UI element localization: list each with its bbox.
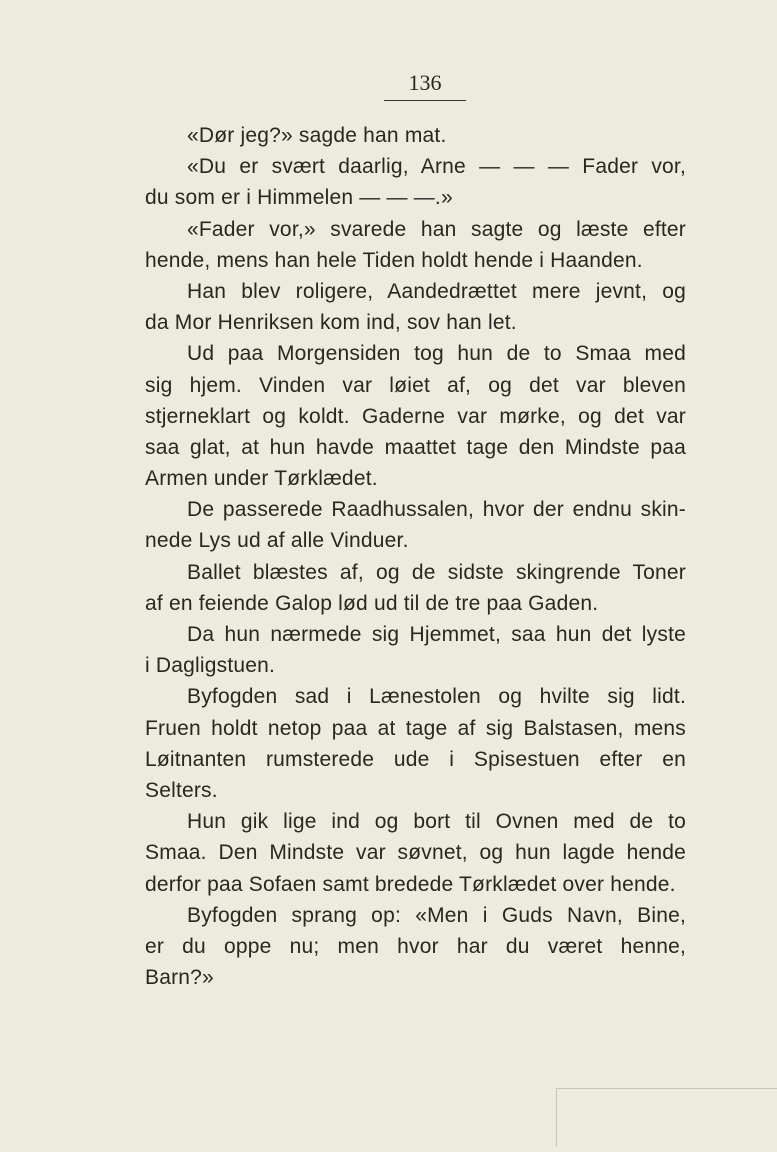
text-line: Hun gik lige ind og bort til Ovnen med de to (187, 810, 686, 834)
text-line: stjerneklart og koldt. Gaderne var mørke, og det var (145, 404, 686, 428)
text-line: saa glat, at hun havde maattet tage den Mindste paa (145, 435, 686, 459)
text-line: nede Lys ud af alle Vinduer. (145, 529, 409, 553)
body-text (145, 120, 686, 993)
text-line: du som er i Himmelen — — —.» (145, 186, 453, 210)
text-line: Ballet blæstes af, og de sidste skingrende Toner (187, 560, 686, 584)
text-line: Selters. (145, 778, 218, 802)
text-line: i Dagligstuen. (145, 654, 276, 678)
text-line: Ud paa Morgensiden tog hun de to Smaa med (187, 342, 686, 366)
text-line: Da hun nærmede sig Hjemmet, saa hun det lyste (187, 623, 686, 646)
text-line: Barn?» (145, 966, 214, 990)
text-line: Fruen holdt netop paa at tage af sig Balstasen, mens (145, 716, 686, 740)
text-line: «Du er svært daarlig, Arne — — — Fader vor, (187, 155, 686, 179)
text-line: Smaa. Den Mindste var søvnet, og hun lagde hende (145, 841, 686, 865)
text-line: «Dør jeg?» sagde han mat. (187, 124, 447, 147)
text-line: af en feiende Galop lød ud til de tre paa Gaden. (145, 591, 599, 615)
text-line: Armen under Tørklædet. (145, 467, 378, 491)
text-line: Byfogden sprang op: «Men i Guds Navn, Bine, (187, 903, 686, 927)
text-line: Byfogden sad i Lænestolen og hvilte sig lidt. (187, 685, 686, 709)
text-line: «Fader vor,» svarede han sagte og læste efter (187, 217, 686, 241)
text-line: hende, mens han hele Tiden holdt hende i Haanden. (145, 248, 643, 272)
page-number: 136 (384, 70, 466, 101)
text-line: Løitnanten rumsterede ude i Spisestuen efter en (145, 747, 686, 771)
page-edge-mark (556, 1088, 777, 1147)
text-line: sig hjem. Vinden var løiet af, og det var bleven (145, 373, 686, 397)
text-line: De passerede Raadhussalen, hvor der endnu skin- (187, 498, 686, 522)
text-line: derfor paa Sofaen samt bredede Tørklædet over hende. (145, 872, 676, 896)
text-line: da Mor Henriksen kom ind, sov han let. (145, 311, 517, 335)
text-line: Han blev roligere, Aandedrættet mere jevnt, og (187, 279, 686, 303)
text-line: er du oppe nu; men hvor har du været henne, (145, 934, 686, 958)
